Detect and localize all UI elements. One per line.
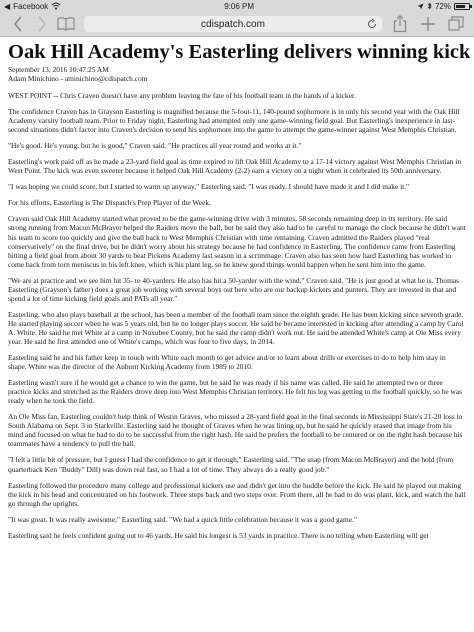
location-arrow-icon [417, 3, 424, 10]
status-right [417, 2, 470, 11]
toolbar-right [388, 13, 468, 35]
wifi-icon [51, 2, 61, 10]
article-paragraph: The confidence Craven has in Grayson Easterling is magnified because the 5-foot-11, 140-pound sophomore is in only his second year with the Oak Hill Academy varsity football team. Prior to Friday night, Easterling had attempted only one game-winning field goal. But Easterling's inexperience in last-second situations didn't factor into Craven's decision to send his sophomore into the game to attempt the game-winner against West Memphis Christian. [8, 107, 460, 135]
article-paragraph: Easterling wasn't sure if he would get a chance to win the game, but he said he was ready if his name was called. He said he attempted two or three practice kicks and stretched as the Raiders drove deep into West Memphis Christian territory. He felt his leg was getting to the football quickly, so he was ready when he took the field. [8, 378, 462, 406]
back-to-app-chevron-icon[interactable]: ◀ [4, 1, 11, 11]
article-paragraph: "I felt a little bit of pressure, but I guess I had the confidence to get it through," Easterling said. "The snap (from Macon McBrayer) and the hold (from quarterback Ken "Buddy" Dill) was down real fast, so I had a lot of time. They always do a really good job." [8, 455, 454, 474]
battery-percent: 72% [434, 1, 451, 11]
bluetooth-icon [427, 2, 432, 10]
bookmarks-icon[interactable] [54, 13, 78, 35]
tabs-icon[interactable] [444, 13, 468, 35]
article [0, 37, 474, 540]
reload-icon[interactable] [367, 16, 377, 32]
article-paragraph: For his efforts, Easterling is The Dispatch's Prep Player of the Week. [8, 198, 211, 208]
clock: 9:06 PM [224, 1, 255, 11]
browser-toolbar [0, 12, 474, 37]
article-paragraph: Easterling followed the procedure many college and professional kickers use and didn't get into the huddle before the kick. He said he played out making the kick in his head and concentrated on his footwork. Three steps back and two steps over. From there, all he had to do was plant, kick, and watch the ball go through the uprights. [8, 480, 466, 508]
article-paragraph: "We are at practice and we see him hit 35- to 40-yarders. He also has hit a 50-yarder with the wind," Craven said. "He is just good at what he is. Thomas Easterling (Grayson's father) does a great job working with several boys out here who are our backup kickers and punters. They are invested in that and spend a lot of time kicking field goals and PATs all year." [8, 275, 460, 303]
article-body [8, 91, 466, 540]
new-tab-icon[interactable] [416, 13, 440, 35]
article-dateline: September 13, 2016 10:47:25 AM [8, 65, 109, 74]
article-paragraph: Easterling, who also plays baseball at the school, has been a member of the football team since the eighth grade. He has been kicking since seventh grade. He started playing soccer when he was 5 years old, but he no longer plays soccer. He said he became interested in kicking after attending a camp by Carol A. White. He said he met White at a camp in Noxubee County, but he said the camp didn't work out. He said he attended White's camp at Ole Miss every year. He said he first attended one of White's camps, which was four to five days, in 2014. [8, 309, 464, 346]
article-paragraph: "It was great. It was really awesome," Easterling said. "We had a quick little celebration because it was a good game." [8, 514, 357, 524]
back-icon[interactable] [6, 13, 30, 35]
article-byline[interactable]: Adam Minichino - aminichino@cdispatch.com [8, 74, 148, 83]
article-paragraph: Easterling said he and his father keep in touch with White each month to get advice and/or to learn about drills or exercises to do to help him stay in shape. White was the director of the Auburn Kicking Academy from 1989 to 2010. [8, 353, 446, 372]
article-paragraph: Easterling said he feels confident going out to 46 yards. He said his longest is 53 yards in practice. There is no telling when Easterling will get [8, 530, 429, 540]
article-paragraph: WEST POINT -- Chris Craven doesn't have any problem leaving the fate of his football team in the hands of a kicker. [8, 91, 356, 100]
article-paragraph: Easterling's work paid off as he made a 23-yard field goal as time expired to lift Oak Hill Academy to a 17-14 victory against West Memphis Christian in West Point. The kick was even sweeter because it helped Oak Hill Academy (2-2) earn a victory on a night when it celebrated its 50th anniversary. [8, 157, 462, 176]
article-paragraph: Craven said Oak Hill Academy started what proved to be the game-winning drive with 3 minutes, 58 seconds remaining deep in its territory. He said strong running from Macon McBrayer helped the Raiders move the ball, but he said they also had to be careful to manage the clock because he didn't want his team to score too quickly and give the ball back to West Memphis Christian with time remaining. Craven admitted the Raiders played "real conservatively" on the final drive, but he didn't worry about his strategy because he had confidence in Easterling. The confidence came from Easterling hitting a field goal from about 30 yards to beat Pickens Academy last season in a scrimmage. Craven also has seen how hard Easterling has worked to come back from torn meniscus in his left knee, which is his plant leg, so he knew good things would happen when he sent him into the game. [8, 214, 466, 269]
article-paragraph: "I was hoping we could score, but I started to warm up anyway," Easterling said. "I was ready. I should have made it and I did make it." [8, 182, 410, 192]
address-bar[interactable] [84, 16, 382, 32]
back-to-app-label[interactable]: Facebook [13, 1, 49, 11]
share-icon[interactable] [388, 13, 412, 35]
url-text: cdispatch.com [201, 18, 265, 30]
battery-icon [454, 3, 470, 10]
article-paragraph: An Ole Miss fan, Easterling couldn't help think of Westin Graves, who missed a 28-yard field goal in the final seconds in Mississippi State's 21-20 loss to South Alabama on Sept. 3 in Starkville. Easterling said he thought of Graves when he was lining up, but he said he quickly erased that image from his mind and focused on what he had to do to be successful from the right hash. He said he prefers the football to be centered or on the right hash because his teammates have a tendency to pull the ball. [8, 412, 463, 449]
article-paragraph: "He's good. He's young, but he is good," Craven said. "He practices all year round and works at it." [8, 141, 302, 151]
status-left [4, 2, 61, 11]
forward-icon[interactable] [30, 13, 54, 35]
status-bar [0, 0, 474, 12]
article-headline: Oak Hill Academy's Easterling delivers winning kick [8, 41, 471, 63]
